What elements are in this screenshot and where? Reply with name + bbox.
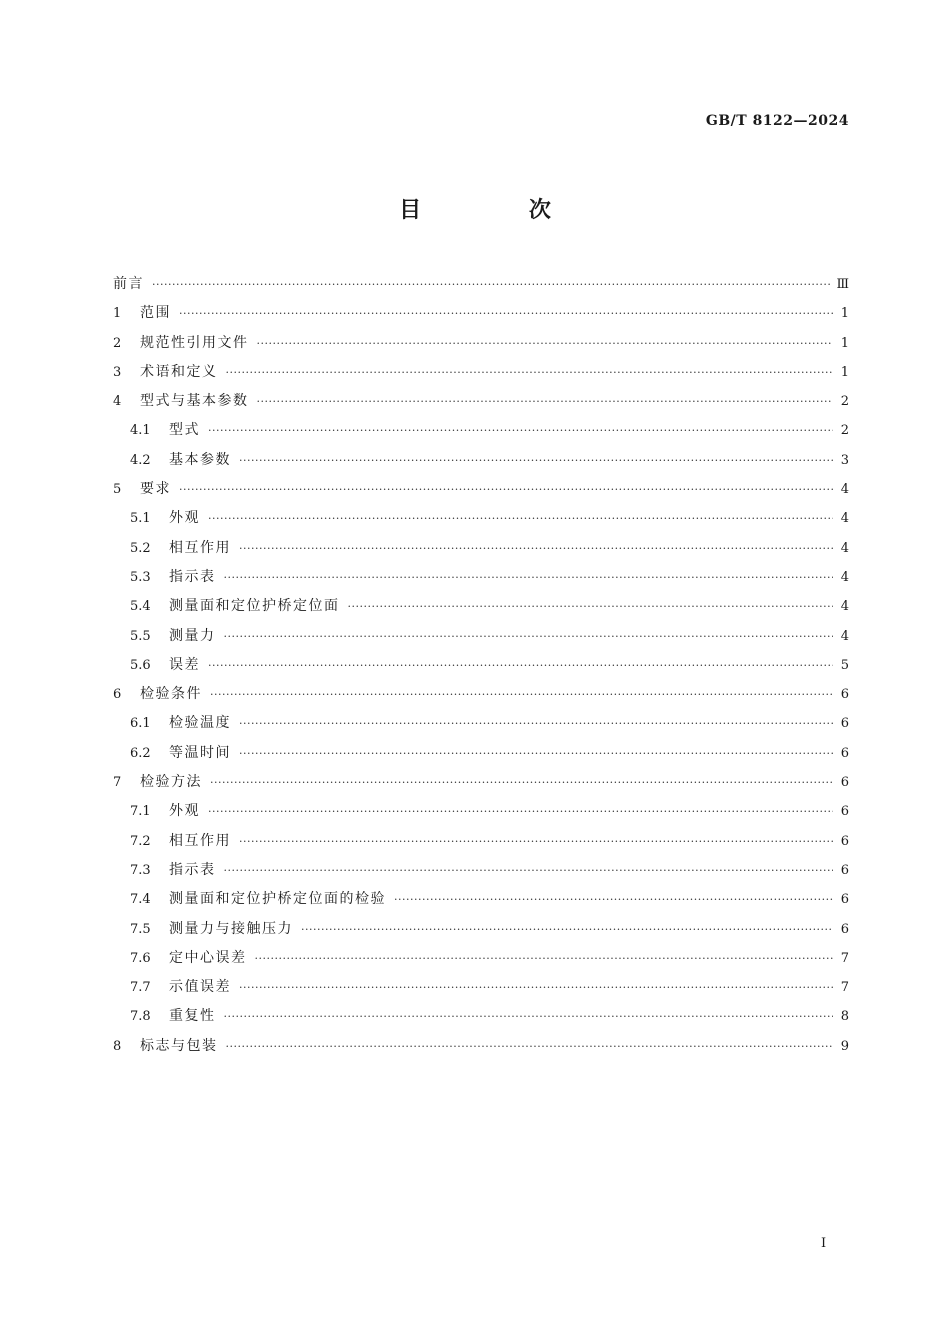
dot-leader bbox=[210, 680, 833, 709]
toc-entry-page: Ⅲ bbox=[836, 277, 849, 292]
toc-entry-number: 5.2 bbox=[130, 540, 151, 556]
toc-entry-number: 2 bbox=[113, 335, 122, 351]
toc-entry[interactable] bbox=[113, 504, 849, 533]
toc-entry-label: 测量力 bbox=[169, 627, 216, 644]
toc-entry[interactable] bbox=[113, 329, 849, 358]
toc-entry-page: 1 bbox=[840, 335, 849, 351]
toc-entry-page: 6 bbox=[840, 892, 849, 908]
toc-entry[interactable] bbox=[113, 680, 849, 709]
toc-entry-label: 检验温度 bbox=[169, 715, 231, 732]
toc-entry-label: 标志与包装 bbox=[140, 1037, 218, 1054]
dot-leader bbox=[257, 387, 834, 416]
dot-leader bbox=[257, 329, 834, 358]
toc-entry[interactable] bbox=[113, 534, 849, 563]
toc-entry-page: 6 bbox=[840, 745, 849, 761]
toc-entry-page: 7 bbox=[840, 950, 849, 966]
toc-entry-number: 6.1 bbox=[130, 716, 151, 732]
toc-entry-page: 3 bbox=[840, 452, 849, 468]
toc-entry-label: 型式 bbox=[169, 422, 200, 439]
document-code: GB/T 8122—2024 bbox=[705, 113, 849, 129]
toc-entry[interactable] bbox=[113, 1032, 849, 1061]
toc-entry[interactable] bbox=[113, 797, 849, 826]
toc-entry-label: 基本参数 bbox=[169, 451, 231, 468]
page-title: 目 次 bbox=[399, 198, 601, 223]
dot-leader bbox=[210, 768, 833, 797]
toc-entry-page: 4 bbox=[840, 482, 849, 498]
toc-entry-label: 相互作用 bbox=[169, 832, 231, 849]
toc-entry-label: 外观 bbox=[169, 803, 200, 820]
toc-entry-page: 4 bbox=[840, 511, 849, 527]
toc-entry-label: 前言 bbox=[113, 276, 144, 292]
dot-leader bbox=[208, 651, 833, 680]
toc-entry-page: 6 bbox=[840, 804, 849, 820]
toc-entry-page: 8 bbox=[840, 1009, 849, 1025]
dot-leader bbox=[224, 1002, 834, 1031]
footer-page-number: I bbox=[821, 1236, 827, 1251]
toc-entry-page: 7 bbox=[840, 980, 849, 996]
toc-entry-number: 5 bbox=[113, 482, 122, 498]
dot-leader bbox=[239, 739, 833, 768]
toc-entry-number: 5.6 bbox=[130, 657, 151, 673]
toc-entry-label: 等温时间 bbox=[169, 744, 231, 761]
toc-entry-label: 指示表 bbox=[169, 568, 216, 585]
toc-entry[interactable] bbox=[113, 475, 849, 504]
toc-entry-number: 7.3 bbox=[130, 862, 151, 878]
toc-entry[interactable] bbox=[113, 592, 849, 621]
dot-leader bbox=[348, 592, 834, 621]
toc-entry-page: 6 bbox=[840, 921, 849, 937]
toc-entry[interactable] bbox=[113, 856, 849, 885]
toc-entry[interactable] bbox=[113, 563, 849, 592]
dot-leader bbox=[224, 856, 834, 885]
dot-leader bbox=[239, 709, 833, 738]
toc-entry-label: 测量力与接触压力 bbox=[169, 920, 293, 937]
dot-leader bbox=[394, 885, 833, 914]
toc-entry-number: 6.2 bbox=[130, 745, 151, 761]
toc-entry-number: 7.5 bbox=[130, 921, 151, 937]
toc-entry-label: 测量面和定位护桥定位面的检验 bbox=[169, 891, 386, 908]
toc-entry[interactable] bbox=[113, 885, 849, 914]
toc-entry[interactable] bbox=[113, 709, 849, 738]
dot-leader bbox=[208, 797, 833, 826]
table-of-contents bbox=[113, 270, 849, 1061]
toc-entry-number: 7.4 bbox=[130, 892, 151, 908]
toc-entry-number: 5.4 bbox=[130, 599, 151, 615]
toc-entry-label: 相互作用 bbox=[169, 539, 231, 556]
toc-entry-page: 9 bbox=[840, 1038, 849, 1054]
dot-leader bbox=[224, 622, 834, 651]
dot-leader bbox=[179, 299, 833, 328]
dot-leader bbox=[226, 1032, 834, 1061]
toc-entry-label: 测量面和定位护桥定位面 bbox=[169, 598, 340, 615]
dot-leader bbox=[239, 827, 833, 856]
toc-entry-label: 示值误差 bbox=[169, 979, 231, 996]
toc-entry-label: 术语和定义 bbox=[140, 363, 218, 380]
toc-entry-label: 规范性引用文件 bbox=[140, 334, 249, 351]
toc-entry-page: 6 bbox=[840, 687, 849, 703]
toc-entry-label: 要求 bbox=[140, 481, 171, 498]
dot-leader bbox=[208, 416, 833, 445]
toc-entry-page: 1 bbox=[840, 364, 849, 380]
toc-entry[interactable] bbox=[113, 446, 849, 475]
toc-entry-number: 5.1 bbox=[130, 511, 151, 527]
toc-entry-label: 检验方法 bbox=[140, 774, 202, 791]
toc-entry-page: 4 bbox=[840, 599, 849, 615]
toc-entry[interactable] bbox=[113, 416, 849, 445]
toc-entry-label: 定中心误差 bbox=[169, 949, 247, 966]
toc-entry[interactable] bbox=[113, 299, 849, 328]
dot-leader bbox=[301, 915, 833, 944]
toc-entry-number: 6 bbox=[113, 687, 122, 703]
toc-entry[interactable] bbox=[113, 651, 849, 680]
dot-leader bbox=[224, 563, 834, 592]
toc-entry[interactable] bbox=[113, 915, 849, 944]
toc-entry[interactable] bbox=[113, 358, 849, 387]
dot-leader bbox=[239, 446, 833, 475]
dot-leader bbox=[152, 270, 830, 299]
toc-entry-number: 7.8 bbox=[130, 1009, 151, 1025]
toc-entry[interactable] bbox=[113, 973, 849, 1002]
toc-entry-page: 6 bbox=[840, 716, 849, 732]
toc-entry-number: 7.2 bbox=[130, 833, 151, 849]
toc-entry-number: 1 bbox=[113, 306, 122, 322]
toc-entry-number: 7.6 bbox=[130, 950, 151, 966]
dot-leader bbox=[208, 504, 833, 533]
toc-entry-page: 6 bbox=[840, 775, 849, 791]
dot-leader bbox=[239, 534, 833, 563]
toc-entry[interactable] bbox=[113, 270, 849, 299]
toc-entry-page: 2 bbox=[840, 394, 849, 410]
toc-entry-number: 7.7 bbox=[130, 980, 151, 996]
toc-entry[interactable] bbox=[113, 622, 849, 651]
toc-entry[interactable] bbox=[113, 827, 849, 856]
toc-entry[interactable] bbox=[113, 944, 849, 973]
dot-leader bbox=[255, 944, 834, 973]
toc-entry-page: 4 bbox=[840, 540, 849, 556]
toc-entry-label: 误差 bbox=[169, 656, 200, 673]
toc-entry-label: 重复性 bbox=[169, 1008, 216, 1025]
toc-entry-page: 6 bbox=[840, 833, 849, 849]
toc-entry-page: 1 bbox=[840, 306, 849, 322]
toc-entry-number: 3 bbox=[113, 364, 122, 380]
toc-entry[interactable] bbox=[113, 387, 849, 416]
toc-entry-number: 7.1 bbox=[130, 804, 151, 820]
toc-entry[interactable] bbox=[113, 739, 849, 768]
toc-entry-number: 5.5 bbox=[130, 628, 151, 644]
toc-entry-number: 4 bbox=[113, 394, 122, 410]
toc-entry-number: 5.3 bbox=[130, 569, 151, 585]
dot-leader bbox=[179, 475, 833, 504]
toc-entry-page: 4 bbox=[840, 569, 849, 585]
toc-entry-page: 2 bbox=[840, 423, 849, 439]
toc-entry[interactable] bbox=[113, 1002, 849, 1031]
toc-entry-number: 8 bbox=[113, 1038, 122, 1054]
dot-leader bbox=[226, 358, 834, 387]
toc-entry-number: 7 bbox=[113, 775, 122, 791]
toc-entry-label: 指示表 bbox=[169, 861, 216, 878]
toc-entry-label: 范围 bbox=[140, 305, 171, 322]
toc-entry-number: 4.2 bbox=[130, 452, 151, 468]
toc-entry-page: 6 bbox=[840, 862, 849, 878]
toc-entry-label: 检验条件 bbox=[140, 686, 202, 703]
toc-entry-number: 4.1 bbox=[130, 423, 151, 439]
toc-entry-label: 外观 bbox=[169, 510, 200, 527]
dot-leader bbox=[239, 973, 833, 1002]
toc-entry-page: 4 bbox=[840, 628, 849, 644]
toc-entry[interactable] bbox=[113, 768, 849, 797]
toc-entry-label: 型式与基本参数 bbox=[140, 393, 249, 410]
toc-entry-page: 5 bbox=[840, 657, 849, 673]
